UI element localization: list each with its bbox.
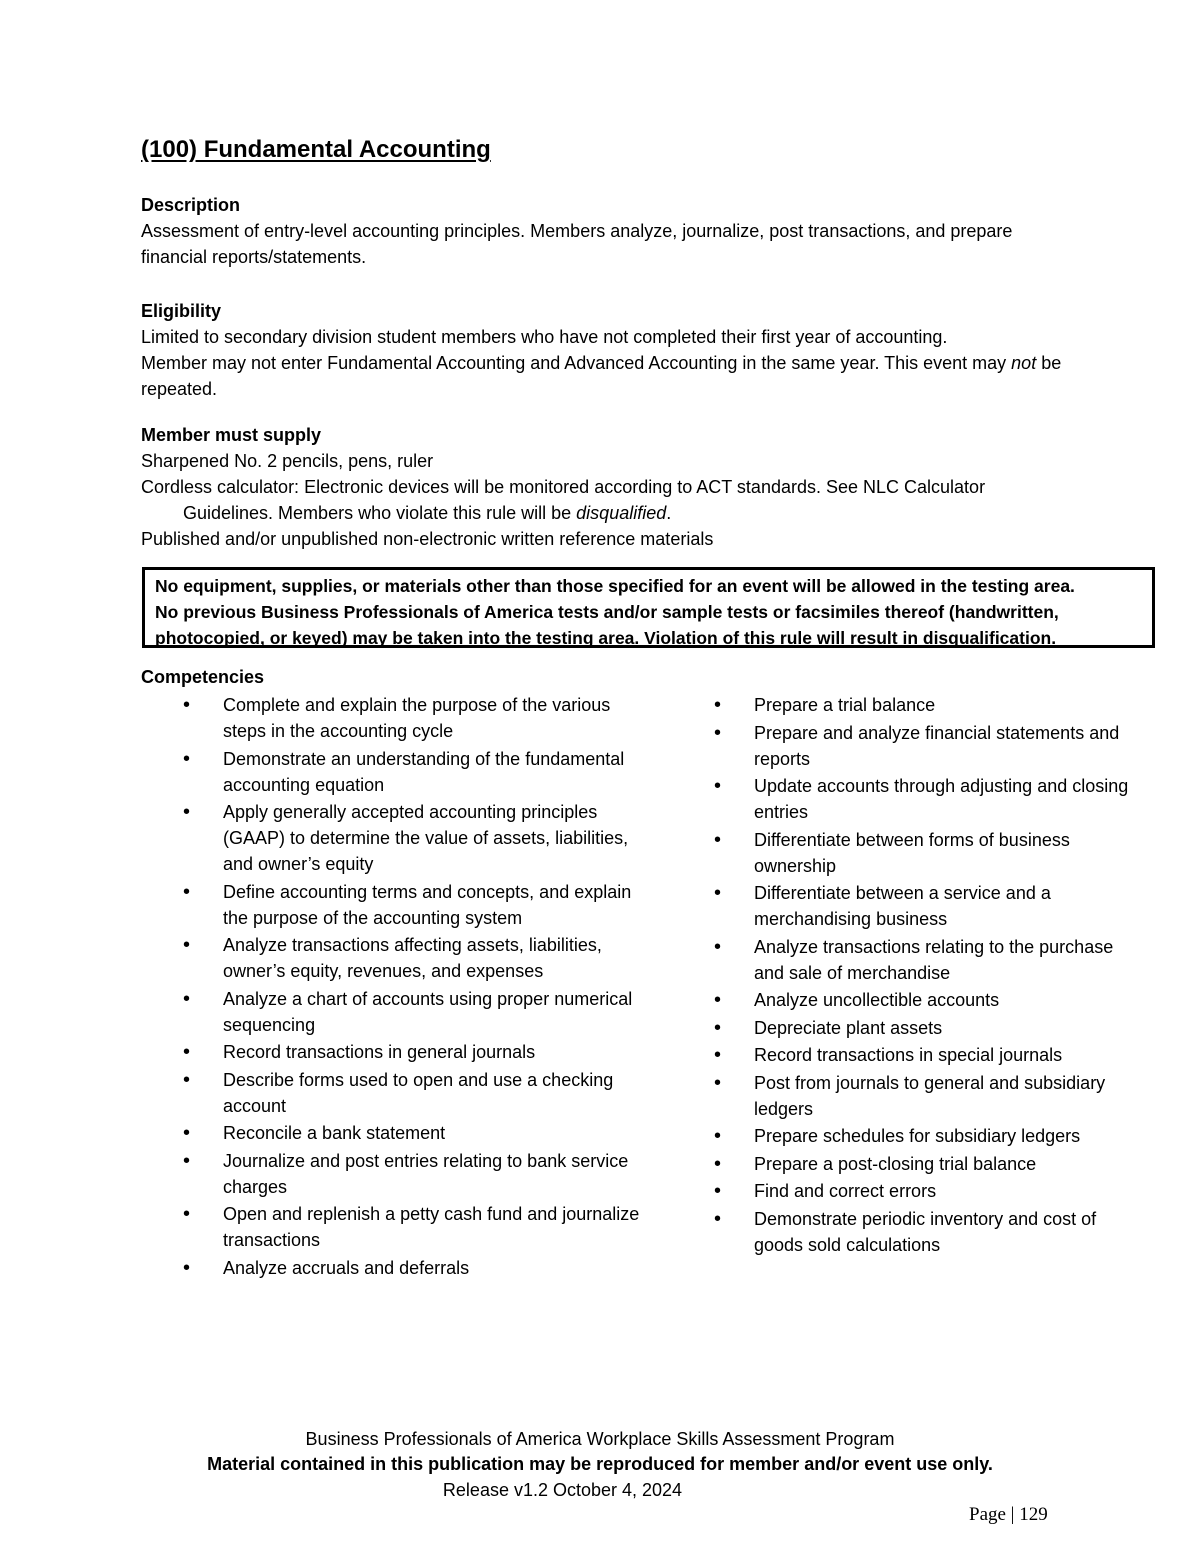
list-item: • Prepare a trial balance [714, 692, 1144, 718]
description-section [141, 192, 1081, 270]
list-item: • Record transactions in special journals [714, 1042, 1144, 1068]
footer-program: Business Professionals of America Workplace Skills Assessment Program [305, 1429, 895, 1449]
calculator-guidelines-text: Guidelines. Members who violate this rule will be [183, 503, 577, 523]
eligibility-line2-end: be repeated. [141, 353, 1062, 399]
supply-item-references: Published and/or unpublished non-electronic written reference materials [141, 529, 714, 549]
notice-line-2: No previous Business Professionals of America tests and/or sample tests or facsimiles thereof (handwritten, [155, 602, 1059, 622]
supply-section [141, 422, 1081, 552]
eligibility-line1: Limited to secondary division student members who have not completed their first year of accounting. [141, 327, 948, 347]
competencies-heading: Competencies [141, 667, 265, 687]
violation-warning: Violation of this rule will result in disqualification. [644, 628, 1057, 648]
list-item: • Analyze transactions relating to the purchase and sale of merchandise [714, 934, 1144, 986]
notice-line-3-text: photocopied, or keyed) may be taken into the testing area. [155, 628, 645, 648]
list-item: • Demonstrate an understanding of the fundamental accounting equation [183, 746, 653, 798]
list-item: • Reconcile a bank statement [183, 1120, 653, 1146]
list-item: • Differentiate between forms of business ownership [714, 827, 1144, 879]
list-item: • Analyze uncollectible accounts [714, 987, 1144, 1013]
list-item: • Apply generally accepted accounting principles (GAAP) to determine the value of assets, liabilities, and owner’s equity [183, 799, 653, 877]
notice-line-1: No equipment, supplies, or materials other than those specified for an event will be allowed in the testing area. [155, 576, 1075, 596]
list-item: • Prepare a post-closing trial balance [714, 1151, 1144, 1177]
supply-heading: Member must supply [141, 425, 322, 445]
list-item: • Analyze a chart of accounts using proper numerical sequencing [183, 986, 653, 1038]
supply-item-calculator: Cordless calculator: Electronic devices will be monitored according to ACT standards. See NLC Calculator [141, 477, 986, 497]
list-item: • Journalize and post entries relating to bank service charges [183, 1148, 653, 1200]
footer-rights-notice: Material contained in this publication may be reproduced for member and/or event use only. [207, 1454, 993, 1474]
disqualified-emphasis: disqualified [576, 503, 667, 523]
notice-box [142, 567, 1155, 648]
eligibility-line2 [141, 350, 1081, 402]
notice-line-3 [155, 625, 1152, 651]
competencies-left-list [183, 692, 653, 1282]
list-item: • Differentiate between a service and a merchandising business [714, 880, 1144, 932]
list-item: • Post from journals to general and subsidiary ledgers [714, 1070, 1144, 1122]
competencies-right-list [714, 692, 1144, 1259]
eligibility-emphasis: not [1011, 353, 1037, 373]
list-item: • Analyze transactions affecting assets, liabilities, owner’s equity, revenues, and expenses [183, 932, 653, 984]
eligibility-section [141, 298, 1081, 402]
description-heading: Description [141, 195, 241, 215]
page-title: (100) Fundamental Accounting [141, 136, 491, 163]
description-text: Assessment of entry-level accounting principles. Members analyze, journalize, post transactions, and prepare financial reports/statements. [141, 221, 1013, 267]
list-item: • Prepare schedules for subsidiary ledgers [714, 1123, 1144, 1149]
list-item: • Describe forms used to open and use a checking account [183, 1067, 653, 1119]
list-item: • Complete and explain the purpose of the various steps in the accounting cycle [183, 692, 653, 744]
footer-release: Release v1.2 October 4, 2024 [442, 1480, 683, 1500]
page-number [969, 1502, 1048, 1528]
list-item: • Open and replenish a petty cash fund and journalize transactions [183, 1201, 653, 1253]
list-item: • Demonstrate periodic inventory and cost of goods sold calculations [714, 1206, 1144, 1258]
eligibility-heading: Eligibility [141, 301, 222, 321]
page-number-value: 129 [1019, 1504, 1048, 1525]
page-label: Page | [969, 1504, 1020, 1525]
eligibility-line2-start: Member may not enter Fundamental Accounting and Advanced Accounting in the same year. This event may [141, 353, 1012, 373]
list-item: • Record transactions in general journals [183, 1039, 653, 1065]
list-item: • Update accounts through adjusting and closing entries [714, 773, 1144, 825]
list-item: • Depreciate plant assets [714, 1015, 1144, 1041]
supply-item-calculator-guidelines [141, 500, 1081, 526]
list-item: • Find and correct errors [714, 1178, 1144, 1204]
list-item: • Analyze accruals and deferrals [183, 1255, 653, 1281]
supply-item-pencils: Sharpened No. 2 pencils, pens, ruler [141, 451, 434, 471]
calculator-guidelines-end: . [666, 503, 672, 523]
list-item: • Prepare and analyze financial statements and reports [714, 720, 1144, 772]
list-item: • Define accounting terms and concepts, and explain the purpose of the accounting system [183, 879, 653, 931]
